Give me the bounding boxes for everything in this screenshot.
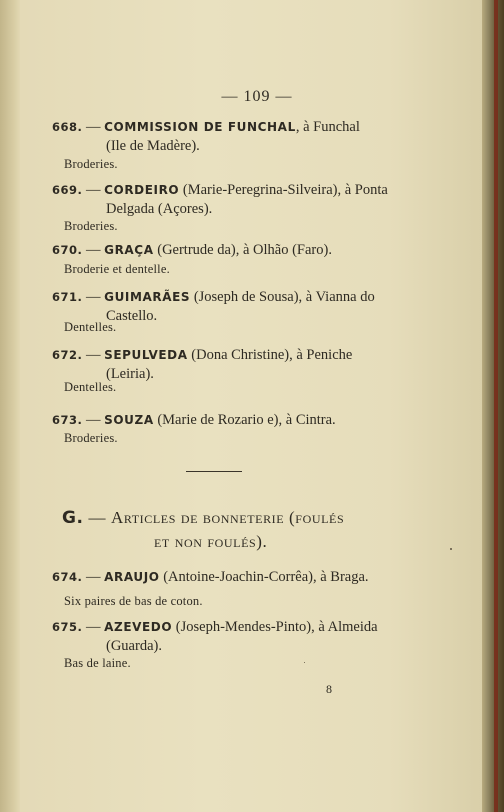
entry-name: SOUZA	[104, 413, 154, 427]
entry-dash: —	[86, 119, 101, 135]
entry-details: (Joseph-Mendes-Pinto), à Almeida	[172, 619, 378, 635]
entry-details: (Marie de Rozario e), à Cintra.	[153, 412, 336, 428]
section-dash: —	[88, 508, 107, 527]
entry-number: 670.	[52, 243, 83, 257]
entry-number: 675.	[52, 620, 83, 634]
entry-continuation: Castello.	[106, 308, 158, 324]
entry-number: 674.	[52, 570, 83, 584]
entry-dash: —	[86, 412, 101, 428]
entry-continuation: Delgada (Açores).	[106, 201, 213, 217]
entry-672	[52, 346, 397, 384]
entry-674	[52, 568, 397, 587]
entry-description: Dentelles.	[64, 380, 117, 394]
entry-dash: —	[86, 569, 101, 585]
entry-number: 668.	[52, 120, 83, 134]
entry-name: ARAUJO	[104, 570, 160, 584]
entry-name: AZEVEDO	[104, 620, 173, 634]
section-divider	[186, 471, 242, 472]
entry-dash: —	[86, 242, 101, 258]
paper-speck	[450, 548, 452, 550]
entry-details: (Dona Christine), à Peniche	[187, 347, 353, 363]
section-heading	[62, 506, 402, 554]
entry-dash: —	[86, 182, 101, 198]
entry-details: , à Funchal	[295, 119, 360, 135]
entry-description: Bas de laine.	[64, 656, 131, 670]
entry-details: (Joseph de Sousa), à Vianna do	[190, 289, 375, 305]
entry-name: GUIMARÃES	[104, 290, 191, 304]
entry-673	[52, 411, 397, 430]
entry-description: Dentelles.	[64, 320, 117, 334]
entry-name: COMMISSION DE FUNCHAL	[104, 120, 296, 134]
entry-name: SEPULVEDA	[104, 348, 188, 362]
entry-details: (Antoine-Joachin-Corrêa), à Braga.	[159, 569, 369, 585]
binding-left-edge	[0, 0, 20, 812]
entry-details: (Marie-Peregrina-Silveira), à Ponta	[179, 182, 388, 198]
entry-670	[52, 241, 397, 260]
entry-description: Broderie et dentelle.	[64, 262, 170, 276]
spine-red-band	[494, 0, 498, 812]
entry-number: 672.	[52, 348, 83, 362]
entry-name: GRAÇA	[104, 243, 154, 257]
entry-dash: —	[86, 289, 101, 305]
entry-continuation: (Guarda).	[106, 638, 162, 654]
entry-dash: —	[86, 347, 101, 363]
printer-signature-mark: 8	[326, 682, 332, 696]
entry-details: (Gertrude da), à Olhão (Faro).	[153, 242, 332, 258]
page-number: — 109 —	[221, 88, 293, 105]
paper-speck	[304, 662, 305, 663]
entry-description: Broderies.	[64, 219, 118, 233]
section-title-line1: Articles de bonneterie (foulés	[110, 508, 345, 527]
entry-name: CORDEIRO	[104, 183, 180, 197]
entry-number: 671.	[52, 290, 83, 304]
entry-description: Broderies.	[64, 157, 118, 171]
book-spine-edge	[482, 0, 504, 812]
entry-number: 673.	[52, 413, 83, 427]
section-title-line2: et non foulés).	[154, 532, 268, 551]
entry-669	[52, 181, 397, 219]
entry-description: Broderies.	[64, 431, 118, 445]
entry-number: 669.	[52, 183, 83, 197]
entry-dash: —	[86, 619, 101, 635]
entry-description: Six paires de bas de coton.	[64, 594, 203, 608]
entry-675	[52, 618, 397, 656]
entry-continuation: (Ile de Madère).	[106, 138, 200, 154]
entry-continuation: (Leiria).	[106, 366, 154, 382]
section-letter: G.	[62, 508, 84, 528]
entry-668	[52, 118, 397, 156]
